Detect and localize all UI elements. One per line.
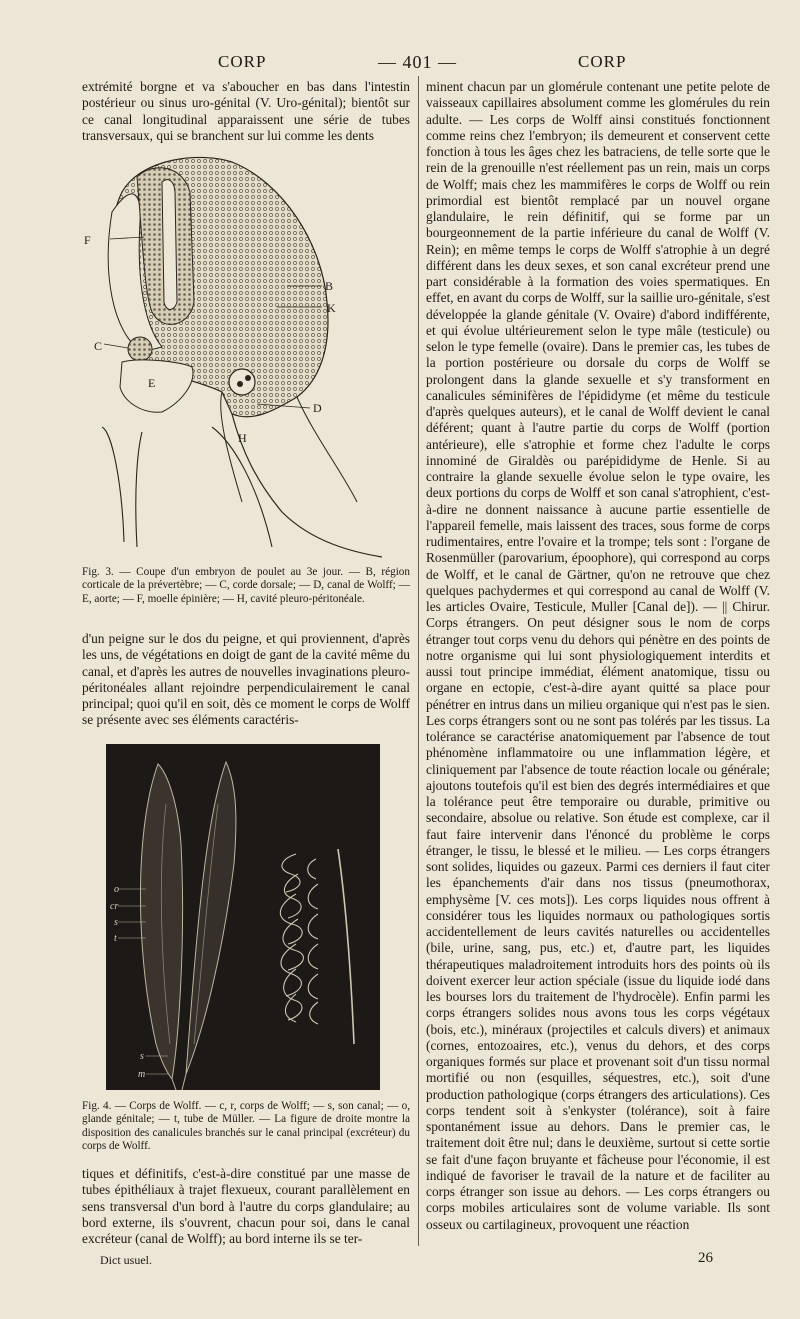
running-head-left: CORP <box>218 52 267 71</box>
fig4-label-m: m <box>138 1069 146 1080</box>
figure-3 <box>82 152 410 560</box>
fig3-label-K: K <box>327 301 336 315</box>
right-column <box>426 79 770 1233</box>
left-column-middle <box>82 631 410 729</box>
fig3-label-C: C <box>94 339 103 353</box>
footer-sheet-number: 26 <box>698 1250 713 1266</box>
fig4-label-s-lower: s <box>140 1051 144 1062</box>
fig3-label-E: E <box>148 376 156 390</box>
figure-4 <box>106 744 380 1090</box>
column-divider <box>418 76 419 1246</box>
paragraph-left-bottom: tiques et définitifs, c'est-à-dire constitué par une masse de tubes épithéliaux à trajet flexueux, courant parallèlement en sens transversal d'un bord à l'autre du corps glandulaire; au bord externe, ils s'ouvrent, chacun pour soi, dans le canal excréteur (canal de Wolff); au bord interne ils se ter- <box>82 1166 410 1247</box>
fig3-label-F: F <box>84 233 91 247</box>
fig4-label-cr: cr <box>110 901 119 912</box>
paragraph-left-top: extrémité borgne et va s'aboucher en bas dans l'intestin postérieur ou sinus uro-génital (V. Uro-génital); bientôt sur ce canal longitudinal apparaissent une série de tubes transversaux, qui se branchent sur lui comme les dents <box>82 79 410 143</box>
left-column-bottom <box>82 1166 410 1247</box>
page-number-header: — 401 — <box>378 52 457 72</box>
left-column-top <box>82 79 410 144</box>
fig3-label-H: H <box>238 431 247 445</box>
fig3-label-B: B <box>325 279 334 293</box>
footer-signature: Dict usuel. <box>100 1253 152 1267</box>
paragraph-left-middle: d'un peigne sur le dos du peigne, et qui proviennent, d'après les uns, de végétations en doigt de gant de la cavité même du canal, et d'après les autres de nouvelles invaginations pleuro-péritonéales allant rejoindre perpendiculairement le canal principal; quoi qu'il en soit, dès ce moment le corps de Wolff se présente avec ses éléments caractéris- <box>82 631 410 728</box>
running-head-right: CORP <box>578 52 627 71</box>
paragraph-right: minent chacun par un glomérule contenant une petite pelote de vaisseaux capillaires absolument comme les glomérules du rein adulte. — Les corps de Wolff ainsi constitués fonctionnent comme reins chez l'embryon; ils demeurent et conservent cette fonction à tous les âges chez les batraciens, de telle sorte que le rein de la grenouille n'est réellement pas un rein, mais un corps de Wolff; mais chez les mammifères le corps de Wolff ou rein primordial est bientôt remplacé par un nouvel organe glandulaire, le rein définitif, qui se forme par un bourgeonnement de la partie inférieure du canal de Wolff (V. Rein); en même temps le corps de Wolff s'atrophie à un degré différent dans les deux sexes, et son canal excréteur prend une part considérable à la formation des voies spermatiques. En effet, en avant du corps de Wolff, sur la saillie uro-génitale, s'est développée la glande génitale (V. Ovaire) d'abord indifférente, et qui évolue ultérieurement selon le type mâle (testicule) ou selon le type femelle (ovaire). Dans le premier cas, les tubes de la portion postérieure ou dorsale du corps de Wolff se prolongent dans la glande sexuelle et s'y transforment en canalicules séminifères de l'épididyme (et même du testicule d'après quelques auteurs), et le canal de Wolff devient le canal déférent; quant à l'autre partie du corps de Wolff (portion antérieure), elle s'atrophie et forme chez l'adulte le corps innominé de Giraldès ou parépididyme de Henle. Si au contraire la glande sexuelle évolue selon le type ovaire, les deux portions du corps de Wolff et son canal s'atrophient, c'est-à-dire ne donnent naissance à aucune partie essentielle de l'appareil femelle, mais laissent des traces, sous forme de corps rudimentaires, entre l'ovaire et la trompe; tels sont : l'organe de Rosenmüller (parovarium, époophore), qui correspond au corps de Wolff, et le canal de Gärtner, qu'on ne retrouve que chez quelques pachydermes et qui correspond au canal de Wolff (V. les articles Ovaire, Testicule, Muller [Canal de]). — || Chirur. Corps étrangers. On peut désigner sous le nom de corps étranger tout corps venu du dehors qui pénètre en des points de notre organisme qui lui sont physiologiquement interdits et aussi tout principe immédiat, élément anatomique, tissu ou organe en ectopie, c'est-à-dire ayant quitté sa place pour pénétrer en intrus dans un milieu organique qui n'est pas le sien. Les corps étrangers sont ou ne sont pas tolérés par les tissus. La tolérance se caractérise anatomiquement par l'absence de tout phénomène inflammatoire ou une inflammation légère, et cliniquement par l'absence de toute réaction locale ou générale; ajoutons toutefois qu'il est bien des degrés intermédiaires et que la tolérance peut être temporaire ou durable, primitive ou secondaire, absolue ou relative. Son étude est complexe, car il faut faire intervenir dans l'énoncé du problème le corps étranger, le tissu, le blessé et le milieu. — Les corps étrangers sont solides, liquides ou gazeux. Parmi ces derniers il faut citer les épanchements d'air dans nos tissus (pneumothorax, emphysème [V. ces mots]). Les corps liquides nous offrent à considérer tous les liquides normaux ou pathologiques sortis accidentellement de leurs cavités naturelles ou accidentelles (bile, urine, sang, pus, etc.) et, d'autre part, les liquides thérapeutiques maladroitement introduits hors des points où ils doivent exercer leur action spéciale (issue du liquide iodé dans les bourses lors du traitement de l'hydrocèle). Enfin parmi les corps étrangers solides nous avons tous les corps végétaux (bois, etc.), minéraux (projectiles et calculs divers) et animaux (cornes, entozoaires, etc.), venus du dehors, et des corps organiques formés sur place et provenant soit d'un tissu normal mortifié ou non (esquilles, séquestres, etc.), soit d'une production pathologique (corps étrangers des articulations). Ces corps tendent soit à s'enkyster (tolérance), soit à faire spontanément issue au dehors. Dans le premier cas, le traitement doit être nul; dans le deuxième, surtout si cette sortie se fait d'une façon bruyante et fâcheuse pour l'économie, il est indiqué de favoriser le travail de la nature et de faciliter au corps étranger son issue au dehors. — Les corps étrangers ou corps mobiles articulaires sont de volume variable. Ils sont osseux ou cartilagineux, provoquent une réaction <box>426 79 770 1232</box>
wolff-body-micrograph <box>106 744 380 1090</box>
embryo-section-illustration <box>82 152 410 560</box>
fig3-label-D: D <box>313 401 322 415</box>
fig4-label-o: o <box>114 884 119 895</box>
figure-4-caption: Fig. 4. — Corps de Wolff. — c, r, corps de Wolff; — s, son canal; — o, glande génitale; — t, tube de Müller. — La figure de droite montre la disposition des canalicules branchés sur le canal principal (excréteur) du corps de Wolff. <box>82 1100 410 1153</box>
fig4-label-t: t <box>114 933 117 944</box>
figure-3-caption: Fig. 3. — Coupe d'un embryon de poulet au 3e jour. — B, région corticale de la prévertèbre; — C, corde dorsale; — D, canal de Wolff; — E, aorte; — F, moelle épinière; — H, cavité pleuro-péritonéale. <box>82 566 410 605</box>
fig4-label-s: s <box>114 917 118 928</box>
